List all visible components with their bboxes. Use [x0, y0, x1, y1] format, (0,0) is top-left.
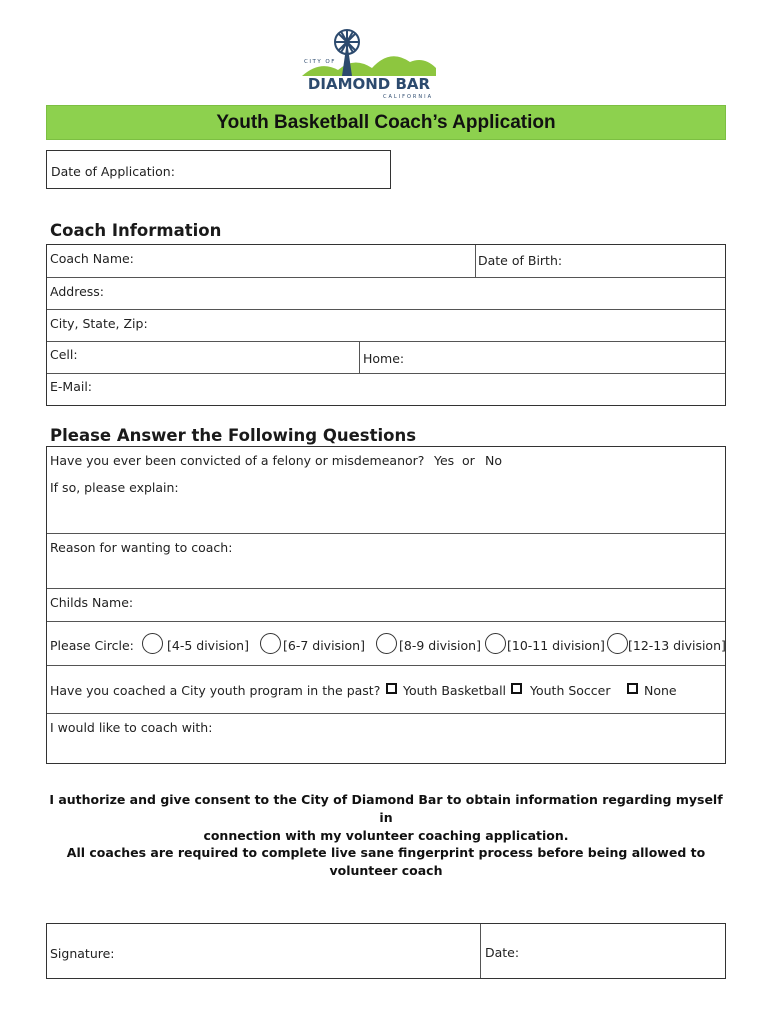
- consent-line-2: connection with my volunteer coaching application.: [203, 828, 569, 843]
- email-label: E-Mail:: [50, 379, 93, 394]
- date-field[interactable]: [481, 924, 725, 978]
- consent-text-1: [46, 791, 726, 845]
- coach-info-table: [46, 244, 726, 406]
- division-4-5-label: [4-5 division]: [167, 638, 249, 653]
- division-4-5-circle[interactable]: [142, 633, 163, 654]
- division-6-7-label: [6-7 division]: [283, 638, 365, 653]
- city-state-zip-field[interactable]: [47, 310, 725, 341]
- date-of-application-field[interactable]: [46, 150, 391, 189]
- consent-line-1: I authorize and give consent to the City of Diamond Bar to obtain information regarding myself in: [49, 792, 723, 825]
- reason-label: Reason for wanting to coach:: [50, 540, 233, 555]
- coach-info-heading: Coach Information: [50, 221, 222, 240]
- coach-name-field[interactable]: [47, 245, 475, 277]
- yes-option[interactable]: Yes: [434, 453, 455, 468]
- signature-label: Signature:: [50, 946, 115, 961]
- cell-field[interactable]: [47, 342, 359, 373]
- cell-label: Cell:: [50, 347, 78, 362]
- city-logo: [298, 26, 440, 102]
- logo-name: DIAMOND BAR: [307, 75, 431, 93]
- consent-line-4: volunteer coach: [329, 863, 443, 878]
- dob-field[interactable]: [476, 245, 725, 277]
- coached-question: Have you coached a City youth program in the past?: [50, 683, 381, 698]
- questions-table: [46, 446, 726, 764]
- form-title: Youth Basketball Coach’s Application: [46, 105, 726, 140]
- felony-question: Have you ever been convicted of a felony or misdemeanor?: [50, 453, 425, 468]
- explain-field[interactable]: [47, 473, 725, 533]
- consent-line-3: All coaches are required to complete live sane fingerprint process before being allowed to: [66, 845, 706, 860]
- coach-with-label: I would like to coach with:: [50, 720, 213, 735]
- dob-label: Date of Birth:: [478, 253, 563, 268]
- no-option[interactable]: No: [485, 453, 502, 468]
- none-label: None: [644, 683, 677, 698]
- youth-soccer-label: Youth Soccer: [530, 683, 611, 698]
- division-12-13-circle[interactable]: [607, 633, 628, 654]
- division-10-11-circle[interactable]: [485, 633, 506, 654]
- home-field[interactable]: [360, 342, 725, 373]
- division-12-13-label: [12-13 division]: [628, 638, 726, 653]
- coach-name-label: Coach Name:: [50, 251, 134, 266]
- youth-basketball-checkbox[interactable]: [386, 683, 397, 694]
- division-8-9-label: [8-9 division]: [399, 638, 481, 653]
- signature-table: [46, 923, 726, 979]
- or-text: or: [462, 453, 475, 468]
- youth-soccer-checkbox[interactable]: [511, 683, 522, 694]
- youth-basketball-label: Youth Basketball: [403, 683, 507, 698]
- date-of-application-label: Date of Application:: [51, 164, 175, 179]
- reason-field[interactable]: [47, 534, 725, 588]
- signature-field[interactable]: [47, 924, 480, 978]
- logo-state: CALIFORNIA: [382, 94, 434, 100]
- please-circle-label: Please Circle:: [50, 638, 134, 653]
- address-label: Address:: [50, 284, 104, 299]
- childs-name-field[interactable]: [47, 589, 725, 621]
- home-label: Home:: [363, 351, 405, 366]
- consent-text-2: [46, 844, 726, 880]
- none-checkbox[interactable]: [627, 683, 638, 694]
- childs-name-label: Childs Name:: [50, 595, 134, 610]
- coach-with-field[interactable]: [47, 714, 725, 763]
- logo-top-text: CITY OF: [304, 59, 336, 65]
- city-state-zip-label: City, State, Zip:: [50, 316, 148, 331]
- email-field[interactable]: [47, 374, 725, 405]
- address-field[interactable]: [47, 278, 725, 309]
- division-8-9-circle[interactable]: [376, 633, 397, 654]
- questions-heading: Please Answer the Following Questions: [50, 426, 417, 445]
- explain-label: If so, please explain:: [50, 480, 179, 495]
- windmill-hills-icon: [298, 26, 440, 102]
- date-label: Date:: [485, 945, 520, 960]
- division-10-11-label: [10-11 division]: [507, 638, 605, 653]
- division-6-7-circle[interactable]: [260, 633, 281, 654]
